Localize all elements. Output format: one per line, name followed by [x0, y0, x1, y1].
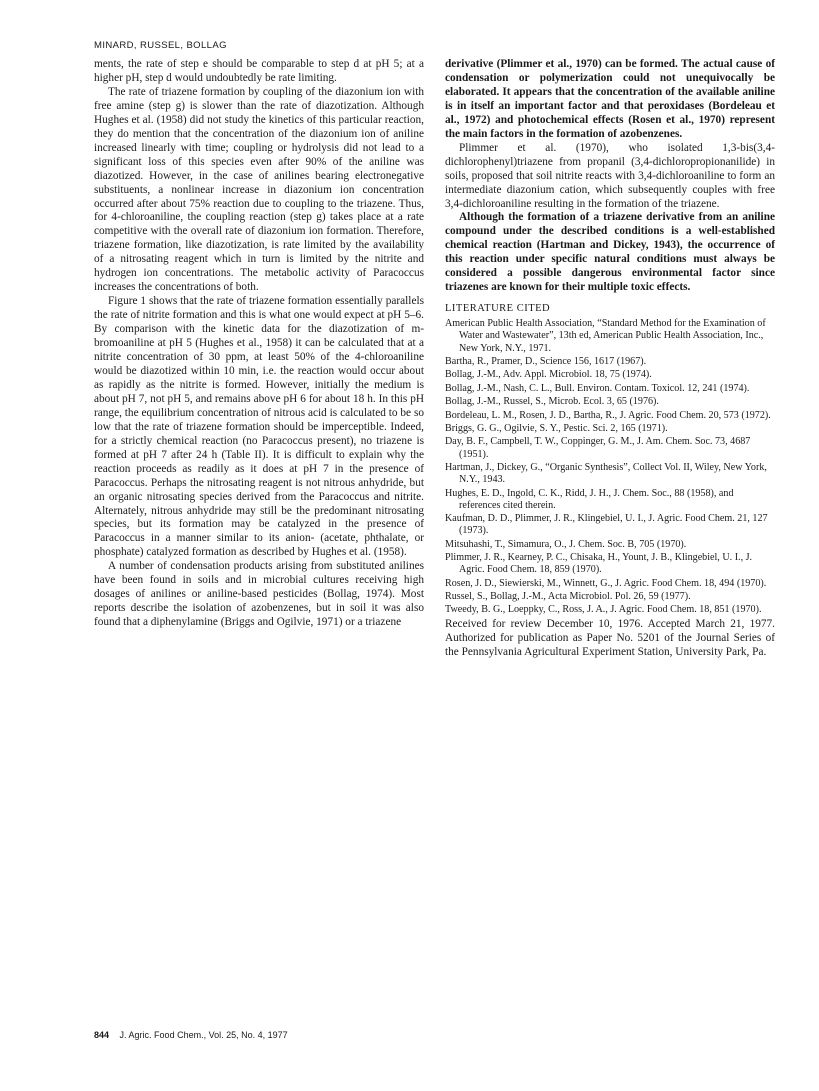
reference-list: [445, 318, 775, 616]
reference-item: Plimmer, J. R., Kearney, P. C., Chisaka, H., Yount, J. B., Klingebiel, U. I., J. Agric. Food Chem. 18, 859 (1970).: [445, 552, 753, 576]
reference-item: Bollag, J.-M., Russel, S., Microb. Ecol. 3, 65 (1976).: [445, 396, 659, 408]
literature-cited-heading: LITERATURE CITED: [445, 303, 551, 315]
reference-item: Russel, S., Bollag, J.-M., Acta Microbiol. Pol. 26, 59 (1977).: [445, 591, 691, 603]
paragraph: A number of condensation products arising from substituted anilines have been found in soils and in microbial cultures receiving high dosages of anilines or aniline-based pesticides (Bollag, 1974). Most reports describe the isolation of azobenzenes, but in soil it was also found that a diphenylamine (Briggs and Ogilvie, 1971) or a triazene: [94, 560, 424, 629]
running-head: MINARD, RUSSEL, BOLLAG: [94, 40, 227, 51]
right-column: [445, 58, 775, 660]
reference-item: Bordeleau, L. M., Rosen, J. D., Bartha, R., J. Agric. Food Chem. 20, 573 (1972).: [445, 409, 771, 421]
paragraph: Figure 1 shows that the rate of triazene formation essentially parallels the rate of nitrite formation and this is what one would expect at pH 5–6. By comparison with the kinetic data for the diazotization of m-bromoaniline at pH 5 (Hughes et al., 1958) it can be calculated that at a nitrite concentration of 30 ppm, at least 50% of the 4-chloroaniline would be diazotized within 10 min, i.e. the reaction would occur about as rapidly as the nitrite is formed. However, initially the medium is about pH 7, not pH 5, and remains above pH 6 for about 18 h. In this pH range, the equilibrium concentration of nitrous acid is calculated to be so low that the rate of triazene formation should be imperceptible. Indeed, for a strictly chemical reaction (no Paracoccus present), no triazene is formed at pH 7 after 24 h (Table II). It is difficult to explain why the reaction proceeds as readily as it does at pH 7 in the presence of Paracoccus. Perhaps the nitrosating reagent is not nitrous anhydride, but an organic nitrosating species derived from the Paracoccus and nitrite. Alternately, nitrous anhydride may still be the predominant nitrosating species, but its formation may be catalyzed in the presence of Paracoccus in a manner similar to its anion- (acetate, phthalate, or phosphate) catalyzed formation as described by Hughes et al. (1958).: [94, 295, 424, 559]
paragraph: ments, the rate of step e should be comparable to step d at pH 5; at a higher pH, step d would undoubtedly be rate limiting.: [94, 58, 424, 84]
page-number: 844: [94, 1030, 110, 1040]
reference-item: Rosen, J. D., Siewierski, M., Winnett, G., J. Agric. Food Chem. 18, 494 (1970).: [445, 577, 767, 589]
reference-item: Kaufman, D. D., Plimmer, J. R., Klingebiel, U. I., J. Agric. Food Chem. 21, 127 (1973).: [445, 513, 768, 537]
reference-item: Mitsuhashi, T., Simamura, O., J. Chem. Soc. B, 705 (1970).: [445, 538, 687, 550]
journal-citation: J. Agric. Food Chem., Vol. 25, No. 4, 1977: [119, 1030, 288, 1040]
reference-item: Bollag, J.-M., Adv. Appl. Microbiol. 18, 75 (1974).: [445, 369, 652, 381]
paragraph: Plimmer et al. (1970), who isolated 1,3-bis(3,4-dichlorophenyl)triazene from propanil (3,4-dichloropropionanilide) in soils, proposed that soil nitrite reacts with 3,4-dichloroaniline to form an intermediate diazonium cation, which subsequently couples with free 3,4-dichloroaniline resulting in the formation of the triazene.: [445, 141, 775, 210]
paragraph: derivative (Plimmer et al., 1970) can be formed. The actual cause of condensation or polymerization could not unequivocally be elaborated. It appears that the concentration of the available aniline is in itself an important factor and that peroxidases (Bordeleau et al., 1972) and photochemical effects (Rosen et al., 1970) represent the main factors in the formation of azobenzenes.: [445, 58, 775, 140]
reference-item: American Public Health Association, “Standard Method for the Examination of Water and Wastewater”, 13th ed, American Public Health Association, Inc., New York, N.Y., 1971.: [445, 318, 766, 354]
reference-item: Hughes, E. D., Ingold, C. K., Ridd, J. H., J. Chem. Soc., 88 (1958), and references cited therein.: [445, 487, 734, 511]
reference-item: Tweedy, B. G., Loeppky, C., Ross, J. A., J. Agric. Food Chem. 18, 851 (1970).: [445, 604, 762, 616]
paragraph: Although the formation of a triazene derivative from an aniline compound under the described conditions is a well-established chemical reaction (Hartman and Dickey, 1943), the occurrence of this reaction under specific natural conditions must always be considered a possible dangerous environmental factor since triazenes are known for their multiple toxic effects.: [445, 211, 775, 294]
reference-item: Bollag, J.-M., Nash, C. L., Bull. Environ. Contam. Toxicol. 12, 241 (1974).: [445, 382, 750, 394]
page-footer: [94, 1030, 288, 1040]
reference-item: Bartha, R., Pramer, D., Science 156, 1617 (1967).: [445, 356, 647, 367]
left-column: [94, 58, 424, 630]
paragraph: The rate of triazene formation by coupling of the diazonium ion with free amine (step g) is slower than the rate of diazotization. Although Hughes et al. (1958) did not study the kinetics of this particular reaction, they do mention that the concentration of the diazonium ion of aniline increased linearly with time; coupling or hydrolysis did not lead to a significant loss of this species even after 90% of the aniline was diazotized. However, in the case of anilines bearing electronegative substituents, a nonlinear increase in diazonium ion concentration occurred after about 75% reaction due to coupling to the triazene. Thus, for 4-chloroaniline, the coupling reaction (step g) takes place at a rate competitive with the overall rate of diazonium ion formation. Therefore, triazene formation, like diazotization, is rate limited by the availability of a nitrosating reagent which in turn is limited by the nitrite and hydrogen ion concentrations. The metabolic activity of Paracoccus increases the concentrations of both.: [94, 85, 424, 294]
reference-item: Briggs, G. G., Ogilvie, S. Y., Pestic. Sci. 2, 165 (1971).: [445, 422, 668, 434]
reference-item: Hartman, J., Dickey, G., “Organic Synthesis”, Collect Vol. II, Wiley, New York, N.Y., 1943.: [445, 461, 767, 486]
reference-item: Day, B. F., Campbell, T. W., Coppinger, G. M., J. Am. Chem. Soc. 73, 4687 (1951).: [445, 436, 751, 460]
received-note: Received for review December 10, 1976. Accepted March 21, 1977. Authorized for publication as Paper No. 5201 of the Journal Series of the Pennsylvania Agricultural Experiment Station, University Park, Pa.: [445, 617, 775, 658]
